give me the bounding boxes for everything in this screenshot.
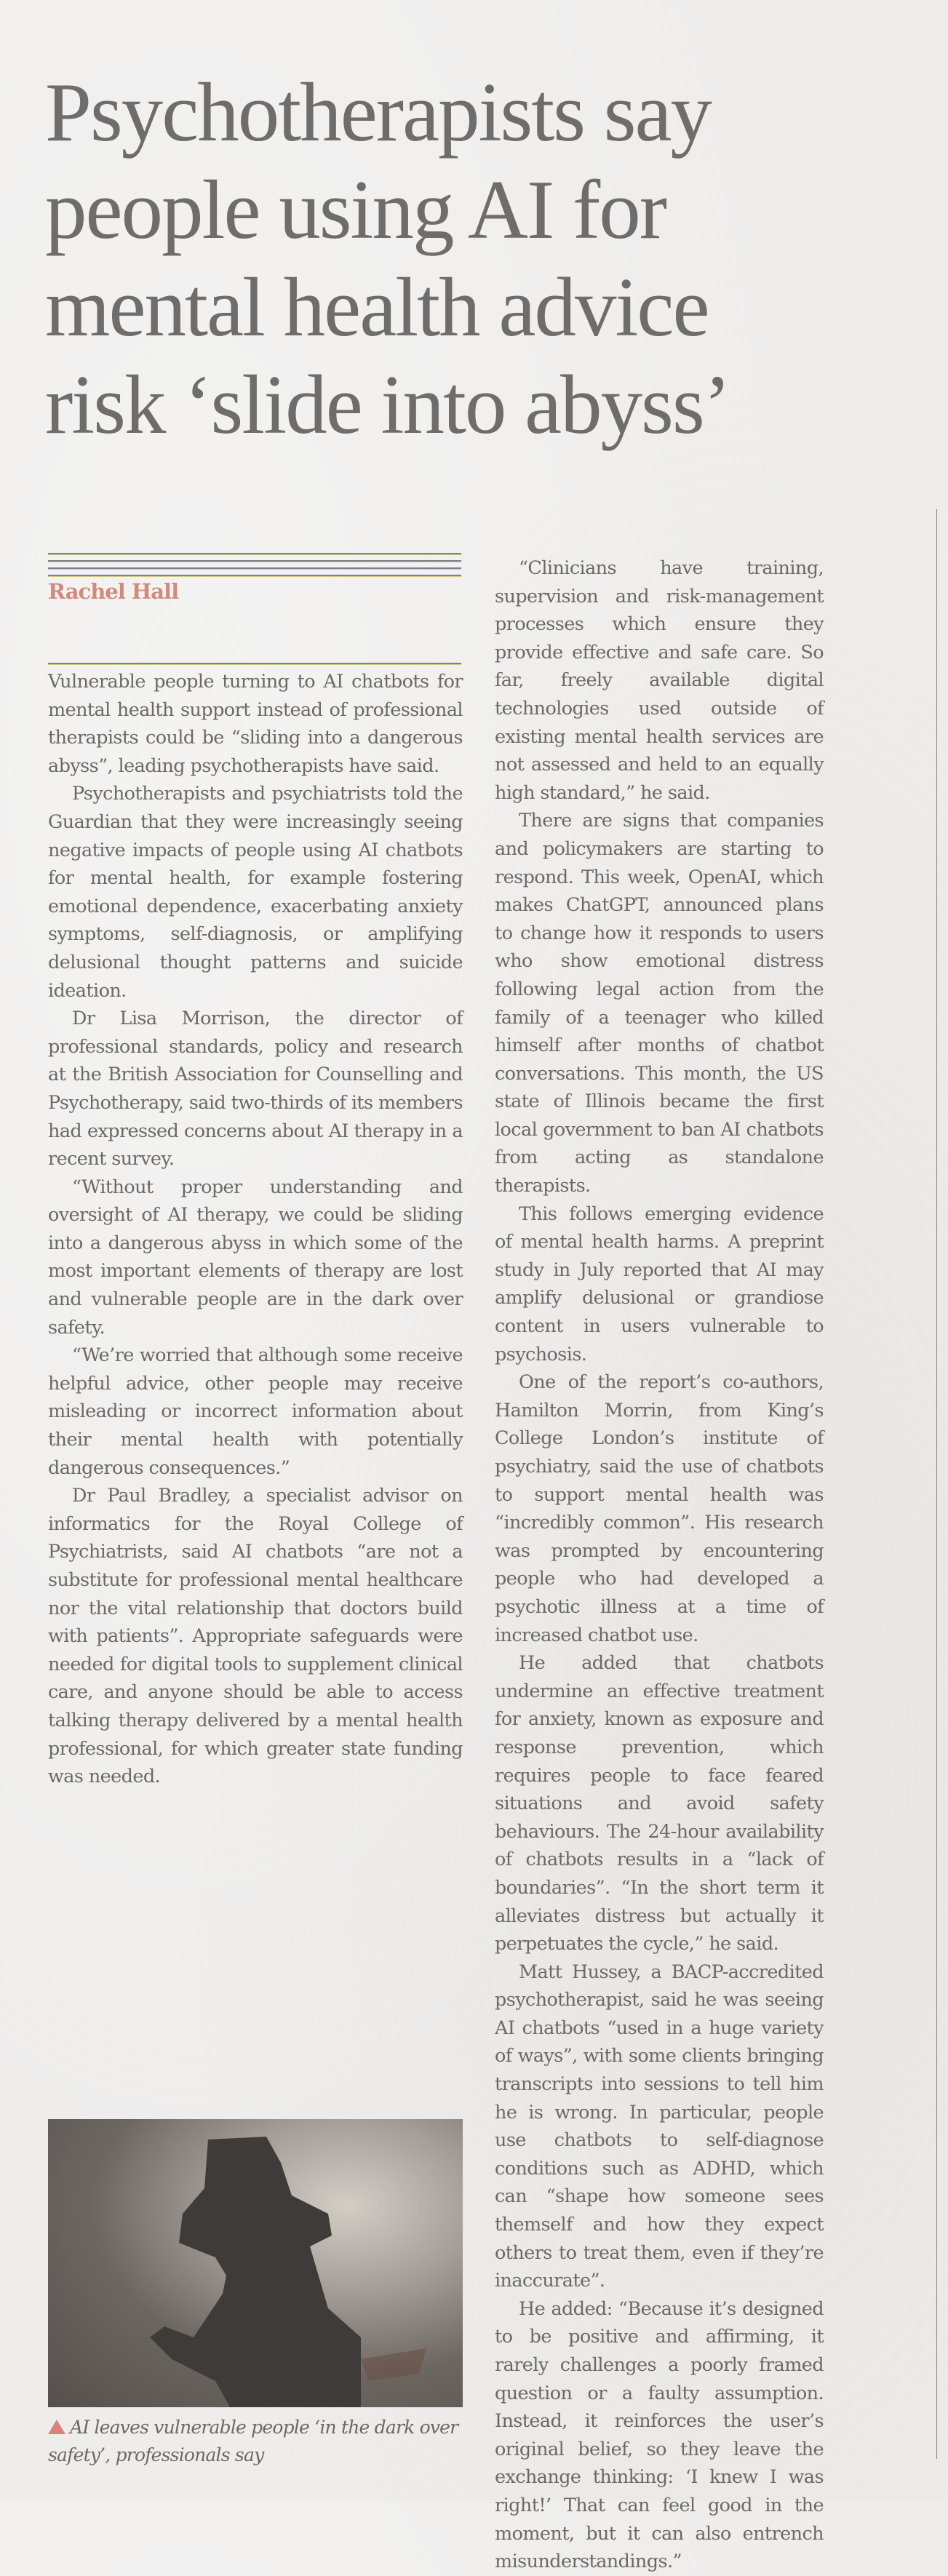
paragraph: Psychotherapists and psychiatrists told the Guardian that they were increasingly seeing negative impacts of people using AI chatbots for mental health, for example fostering emotional dependence, exacerbating anxiety symptoms, self-diagnosis, or amplifying delusional thought patterns and suicide ideation. — [48, 783, 463, 1002]
headline-line: risk ‘slide into abyss’ — [45, 359, 730, 451]
paragraph: “Clinicians have training, supervision and risk-management processes which ensure they provide effective and safe care. So far, freely available digital technologies used outside of existing mental health services are not assessed and held to an equally high standard,” he said. — [495, 557, 824, 804]
caption-text: AI leaves vulnerable people ‘in the dark over safety’, professionals say — [48, 2417, 458, 2465]
paragraph: Dr Lisa Morrison, the director of professional standards, policy and research at the British Association for Counselling and Psychotherapy, said two-thirds of its members had expressed concerns about AI therapy in a recent survey. — [48, 1008, 463, 1171]
rule-line — [48, 567, 461, 570]
paragraph: Vulnerable people turning to AI chatbots for mental health support instead of professional therapists could be “sliding into a dangerous abyss”, leading psychotherapists have said. — [48, 671, 463, 777]
article-photo — [48, 2119, 463, 2407]
headline-line: mental health advice — [45, 261, 709, 354]
triangle-up-icon — [48, 2420, 65, 2434]
headline-line: Psychotherapists say — [45, 66, 712, 159]
paragraph: “We’re worried that although some receive helpful advice, other people may receive misleading or incorrect information about their mental health with potentially dangerous consequences.” — [48, 1344, 463, 1479]
paragraph: “Without proper understanding and oversight of AI therapy, we could be sliding into a dangerous abyss in which some of the most important elements of therapy are lost and vulnerable people are in the dark over safety. — [48, 1176, 463, 1339]
column-divider — [936, 509, 937, 2459]
byline-divider — [48, 663, 461, 665]
paragraph: Matt Hussey, a BACP-accredited psychotherapist, said he was seeing AI chatbots “used in a huge variety of ways”, with some clients bringing transcripts into sessions to tell him he is wrong. In particular, people use chatbots to self-diagnose conditions such as ADHD, which can “shape how someone sees themself and how they expect others to treat them, even if they’re inaccurate”. — [495, 1961, 824, 2292]
headline-line: people using AI for — [45, 164, 666, 256]
hooded-figure-silhouette-icon — [48, 2119, 463, 2407]
background-object — [361, 2348, 426, 2381]
paragraph: Dr Paul Bradley, a specialist advisor on informatics for the Royal College of Psychiatrists, said AI chatbots “are not a substitute for professional mental healthcare nor the vital relationship that doctors build with patients”. Appropriate safeguards were needed for digital tools to supplement clinical care, and anyone should be able to access talking therapy delivered by a mental health professional, for which greater state funding was needed. — [48, 1485, 463, 1788]
rule-line — [48, 575, 461, 577]
paragraph: There are signs that companies and policymakers are starting to respond. This week, OpenAI, which makes ChatGPT, announced plans to change how it responds to users who show emotional distress following legal action from the family of a teenager who killed himself after months of chatbot conversations. This month, the US state of Illinois became the first local government to ban AI chatbots from acting as standalone therapists. — [495, 810, 824, 1197]
photo-caption — [48, 2414, 463, 2469]
left-column — [48, 668, 463, 1791]
paragraph: He added that chatbots undermine an effective treatment for anxiety, known as exposure and response prevention, which requires people to face feared situations and avoid safety behaviours. The 24-hour availability of chatbots results in a “lack of boundaries”. “In the short term it alleviates distress but actually it perpetuates the cycle,” he said. — [495, 1652, 824, 1955]
byline-decorative-rules — [48, 553, 461, 582]
rule-line — [48, 560, 461, 562]
right-column — [495, 554, 824, 2576]
paragraph: He added: “Because it’s designed to be positive and affirming, it rarely challenges a poorly framed question or a faulty assumption. Instead, it reinforces the user’s original belief, so they leave the exchange thinking: ‘I knew I was right!’ That can feel good in the moment, but it can also entrench misunderstandings.” — [495, 2297, 824, 2573]
rule-line — [48, 553, 461, 555]
paragraph: One of the report’s co-authors, Hamilton Morrin, from King’s College London’s institute of psychiatry, said the use of chatbots to support mental health was “incredibly common”. His research was prompted by encountering people who had developed a psychotic illness at a time of increased chatbot use. — [495, 1371, 824, 1646]
headline — [45, 64, 933, 454]
paragraph: This follows emerging evidence of mental health harms. A preprint study in July reported that AI may amplify delusional or grandiose content in users vulnerable to psychosis. — [495, 1203, 824, 1365]
byline: Rachel Hall — [48, 579, 179, 604]
figure-shape — [150, 2137, 361, 2407]
